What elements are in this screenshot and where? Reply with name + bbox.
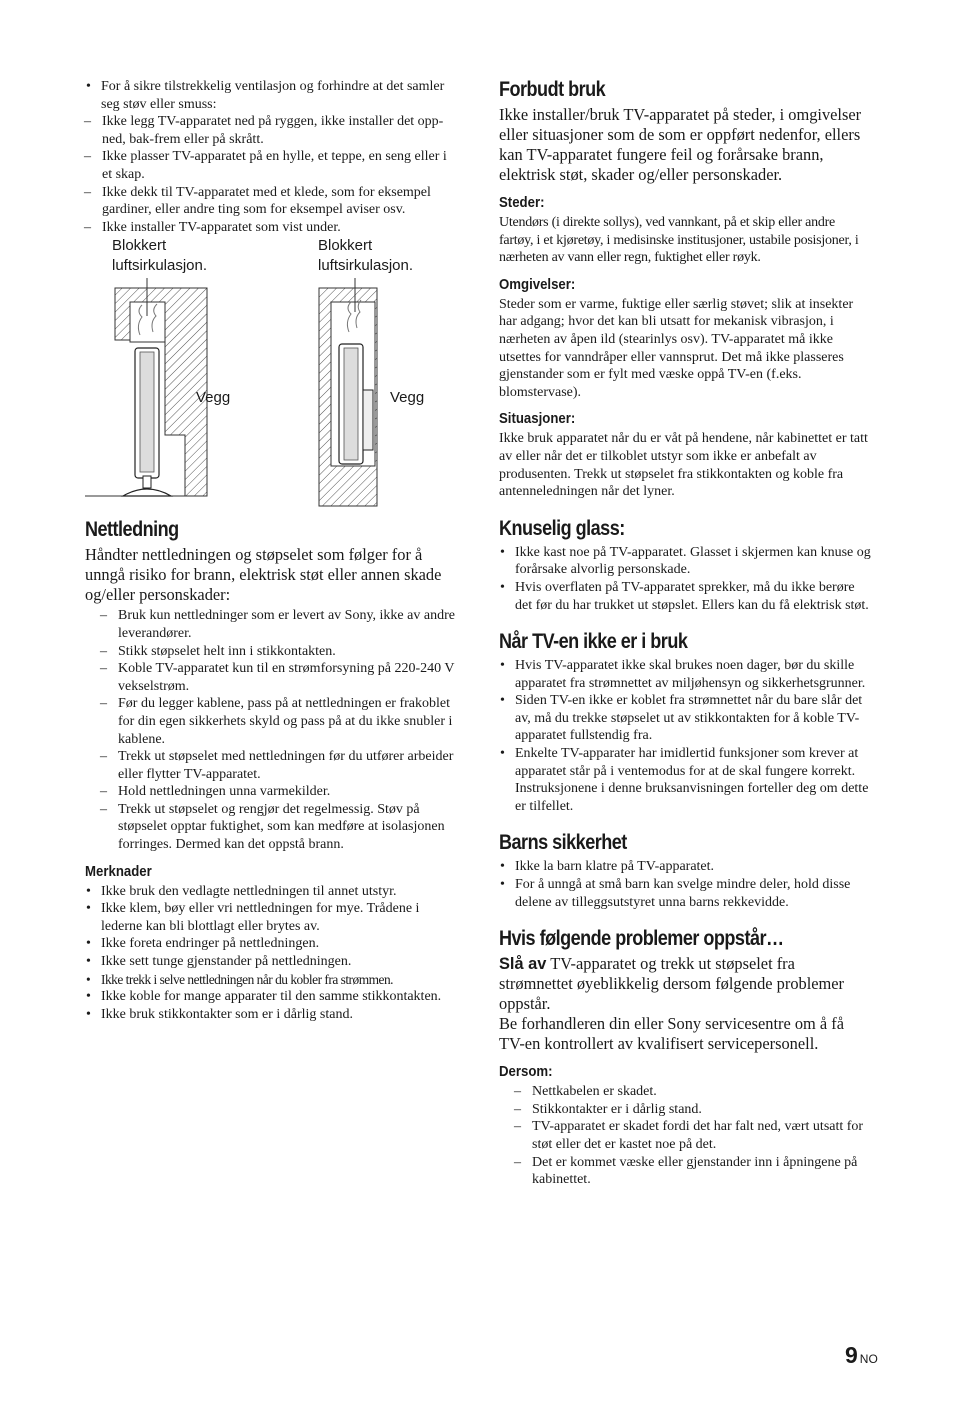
barns-list <box>499 858 871 911</box>
section-title-nettledning: Nettledning <box>85 518 179 542</box>
list-item: • Ikke sett tunge gjenstander på nettledningen. <box>85 953 457 971</box>
page-number: 9 NO <box>845 1342 878 1368</box>
list-item: • Hvis TV-apparatet ikke skal brukes noen dager, bør du skille apparatet fra strømnettet av miljøhensyn og sikkerhetsgrunner. <box>499 657 871 692</box>
section-title-barns: Barns sikkerhet <box>499 831 627 855</box>
subsection-title-situasjoner: Situasjoner: <box>499 410 576 428</box>
subsection-title-steder: Steder: <box>499 194 545 211</box>
left-column <box>85 78 457 1023</box>
blocked-airflow-figure <box>85 237 457 508</box>
list-item: – Trekk ut støpselet og rengjør det regelmessig. Støv på støpselet opptar fuktighet, som kan medføre at isolasjonen forringes. Dermed kan det oppstå brann. <box>85 801 457 854</box>
list-item: • Ikke foreta endringer på nettledningen. <box>85 935 457 953</box>
wall-label-1: Vegg <box>196 389 231 407</box>
list-item: • Ikke koble for mange apparater til den samme stikkontakten. <box>85 988 457 1006</box>
recess-diagram-2 <box>319 278 383 506</box>
list-item: • Siden TV-en ikke er koblet fra strømnettet når du bare slår det av, må du trekke støpselet ut av stikkontakten for å koble TV-apparatet fullstendig fra. <box>499 692 871 745</box>
list-item: • Ikke klem, bøy eller vri nettledningen for mye. Trådene i lederne kan bli blottlagt eller brytes av. <box>85 900 457 935</box>
section-title-forbudt: Forbudt bruk <box>499 78 606 101</box>
hvis-lead-2: Be forhandleren din eller Sony servicesentre om å få TV-en kontrollert av kvalifisert servicepersonell. <box>499 1014 844 1054</box>
list-item: • For å unngå at små barn kan svelge mindre deler, hold disse delene av tilleggsutstyret unna barns rekkevidde. <box>499 876 871 911</box>
list-item: – Bruk kun nettledninger som er levert av Sony, ikke av andre leverandører. <box>85 607 457 642</box>
steder-text: Utendørs (i direkte sollys), ved vannkant, på et skip eller andre fartøy, i et kjøretøy, i medisinske institusjoner, ustabile posisjoner, i nærheten av vann eller regn, fuktighet eller røyk. <box>499 215 859 266</box>
wall-label-2: Vegg <box>390 389 425 407</box>
list-item: • Ikke bruk den vedlagte nettledningen til annet utstyr. <box>85 883 457 901</box>
list-item: – Ikke plasser TV-apparatet på en hylle, et teppe, en seng eller i et skap. <box>69 148 457 183</box>
list-item: – Før du legger kablene, pass på at nettledningen er frakoblet for din egen sikkerhets skyld og pass på at du ikke snubler i kablene. <box>85 695 457 748</box>
list-item: – Det er kommet væske eller gjenstander inn i åpningene på kabinettet. <box>499 1154 871 1189</box>
section-title-knuselig: Knuselig glass: <box>499 516 625 540</box>
figure-label-2: Blokkert luftsirkulasjon. <box>318 237 414 275</box>
subsection-title-omgivelser: Omgivelser: <box>499 275 576 293</box>
list-item: • Ikke trekk i selve nettledningen når du kobler fra strømmen. <box>85 971 457 989</box>
naar-list <box>499 657 871 815</box>
nettledning-lead: Håndter nettledningen og støpselet som følger for å unngå risiko for brann, elektrisk støt eller annen skade og/eller personskader: <box>85 545 442 605</box>
nettledning-list <box>85 607 457 853</box>
subsection-title-dersom: Dersom: <box>499 1063 553 1081</box>
situasjoner-text: Ikke bruk apparatet når du er våt på hendene, når kabinettet er tatt av eller når det er tilkoblet utstyr som ikke er anbefalt av produsenten. Trekk ut støpselet fra stikkontakten og koble fra antenneledningen når det lyner. <box>499 431 868 500</box>
list-item: • Hvis overflaten på TV-apparatet sprekker, må du ikke berøre det før du har trukket ut støpslet. Ellers kan du få elektrisk støt. <box>499 579 871 614</box>
list-item: • Ikke bruk stikkontakter som er i dårlig stand. <box>85 1006 457 1024</box>
list-item: – TV-apparatet er skadet fordi det har falt ned, vært utsatt for støt eller det er kastet noe på det. <box>499 1118 871 1153</box>
section-title-hvis: Hvis følgende problemer oppstår… <box>499 927 784 951</box>
knuselig-list <box>499 544 871 614</box>
dersom-list <box>499 1083 871 1189</box>
merknader-list <box>85 883 457 1024</box>
tv-wall-diagram <box>85 240 457 508</box>
list-item: – Stikkontakter er i dårlig stand. <box>499 1101 871 1119</box>
hvis-lead: Slå av TV-apparatet og trekk ut støpselet fra strømnettet øyeblikkelig dersom følgende problemer oppstår. <box>499 954 845 1014</box>
list-item: • Ikke la barn klatre på TV-apparatet. <box>499 858 871 876</box>
list-item: • For å sikre tilstrekkelig ventilasjon og forhindre at det samler seg støv eller smuss: <box>85 78 457 113</box>
ventilation-dash-list <box>69 113 457 236</box>
omgivelser-text: Steder som er varme, fuktige eller særlig støvet; slik at insekter har adgang; hvor det kan bli utsatt for mekanisk vibrasjon, i nærheten av åpen ild (stearinlys osv). TV-apparatet må ikke utsettes for vanndråper eller vannsprut. Det må ikke plasseres gjenstander som er fylt med væske oppå TV-en (f.eks. blomstervase). <box>499 296 854 400</box>
list-item: – Hold nettledningen unna varmekilder. <box>85 783 457 801</box>
list-item: – Nettkabelen er skadet. <box>499 1083 871 1101</box>
list-item: • Enkelte TV-apparater har imidlertid funksjoner som krever at apparatet står på i ventemodus for at de skal fungere korrekt. Instruksjonene i denne bruksanvisningen forteller deg om dette er tilfellet. <box>499 745 871 815</box>
list-item: – Ikke installer TV-apparatet som vist under. <box>69 219 457 237</box>
list-item: – Ikke legg TV-apparatet ned på ryggen, ikke installer det opp-ned, bak-frem eller på skrått. <box>69 113 457 148</box>
ventilation-list <box>85 78 457 113</box>
list-item: – Koble TV-apparatet kun til en strømforsyning på 220-240 V vekselstrøm. <box>85 660 457 695</box>
figure-label-1: Blokkert luftsirkulasjon. <box>112 237 208 275</box>
list-item: – Trekk ut støpselet med nettledningen før du utfører arbeider eller flytter TV-apparatet. <box>85 748 457 783</box>
list-item: – Ikke dekk til TV-apparatet med et klede, som for eksempel gardiner, eller andre ting som for eksempel aviser osv. <box>69 184 457 219</box>
forbudt-lead: Ikke installer/bruk TV-apparatet på steder, i omgivelser eller situasjoner som de som er oppført nedenfor, ellers kan TV-apparatet fungere feil og forårsake brann, elektrisk støt, skader og/eller personskader. <box>499 105 862 184</box>
recess-diagram-1 <box>85 278 207 496</box>
right-column <box>499 78 871 1189</box>
section-title-naar: Når TV-en ikke er i bruk <box>499 630 688 654</box>
list-item: – Stikk støpselet helt inn i stikkontakten. <box>85 643 457 661</box>
list-item: • Ikke kast noe på TV-apparatet. Glasset i skjermen kan knuse og forårsake alvorlig personskade. <box>499 544 871 579</box>
subsection-title-merknader: Merknader <box>85 862 152 880</box>
